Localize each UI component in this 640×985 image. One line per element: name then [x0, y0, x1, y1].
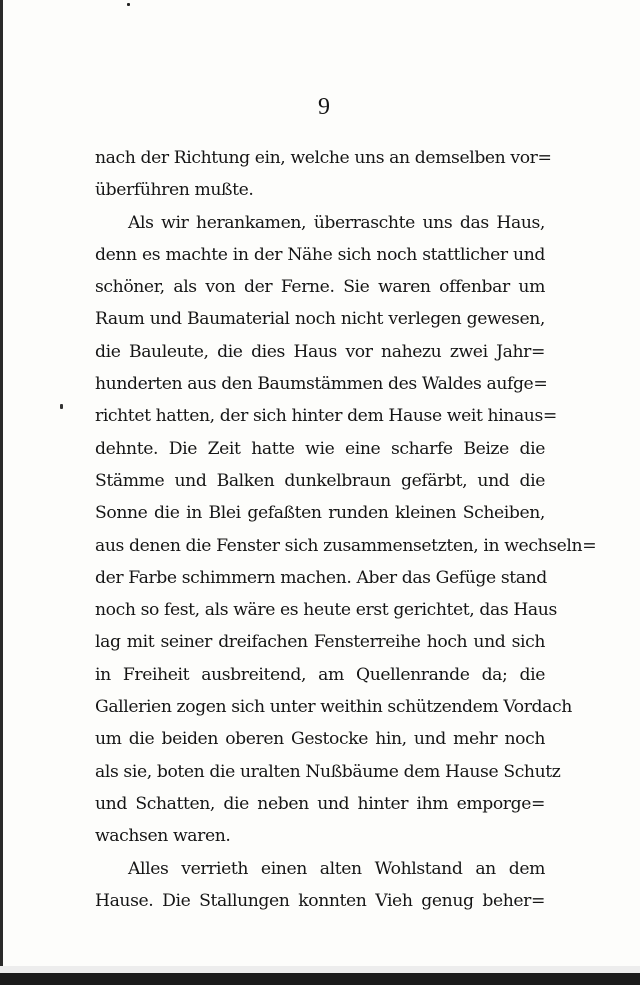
page-edge-shadow — [0, 0, 3, 985]
text-line: überführen mußte. — [95, 180, 254, 201]
text-line: nach der Richtung ein, welche uns an demselben vor= — [95, 148, 552, 168]
page-number: 9 — [318, 94, 330, 120]
text-line: Stämme und Balken dunkelbraun gefärbt, und die — [95, 470, 545, 491]
text-line: richtet hatten, der sich hinter dem Hause weit hinaus= — [95, 406, 557, 427]
scan-bottom-edge — [0, 973, 640, 985]
text-line: in Freiheit ausbreitend, am Quellenrande da; die — [95, 664, 545, 685]
text-line: hunderten aus den Baumstämmen des Waldes aufge= — [95, 374, 548, 395]
scan-bottom-gap — [0, 966, 640, 973]
text-line: noch so fest, als wäre es heute erst gerichtet, das Haus — [95, 600, 557, 621]
text-line: der Farbe schimmern machen. Aber das Gefüge stand — [95, 567, 547, 588]
body-text — [95, 142, 597, 917]
text-line: wachsen waren. — [95, 826, 231, 847]
text-line: die Bauleute, die dies Haus vor nahezu zwei Jahr= — [95, 341, 545, 362]
text-line: Als wir herankamen, überraschte uns das Haus, — [128, 212, 545, 233]
text-line: Sonne die in Blei gefaßten runden kleinen Scheiben, — [95, 503, 545, 524]
text-line: aus denen die Fenster sich zusammensetzten, in wechseln= — [95, 535, 597, 556]
text-line: als sie, boten die uralten Nußbäume dem Hause Schutz — [95, 761, 561, 782]
text-line: um die beiden oberen Gestocke hin, und mehr noch — [95, 729, 545, 750]
text-line: denn es machte in der Nähe sich noch stattlicher und — [95, 244, 545, 265]
text-line: lag mit seiner dreifachen Fensterreihe hoch und sich — [95, 632, 545, 653]
text-line: Alles verrieth einen alten Wohlstand an dem — [128, 858, 545, 879]
ink-speck — [127, 3, 130, 6]
text-line: Gallerien zogen sich unter weithin schützendem Vordach — [95, 697, 572, 718]
text-line: Hause. Die Stallungen konnten Vieh genug beher= — [95, 890, 545, 911]
text-line: und Schatten, die neben und hinter ihm emporge= — [95, 793, 545, 814]
text-line: dehnte. Die Zeit hatte wie eine scharfe Beize die — [95, 438, 545, 459]
text-line: schöner, als von der Ferne. Sie waren offenbar um — [95, 277, 545, 298]
margin-mark — [60, 404, 63, 409]
text-line: Raum und Baumaterial noch nicht verlegen gewesen, — [95, 309, 545, 330]
